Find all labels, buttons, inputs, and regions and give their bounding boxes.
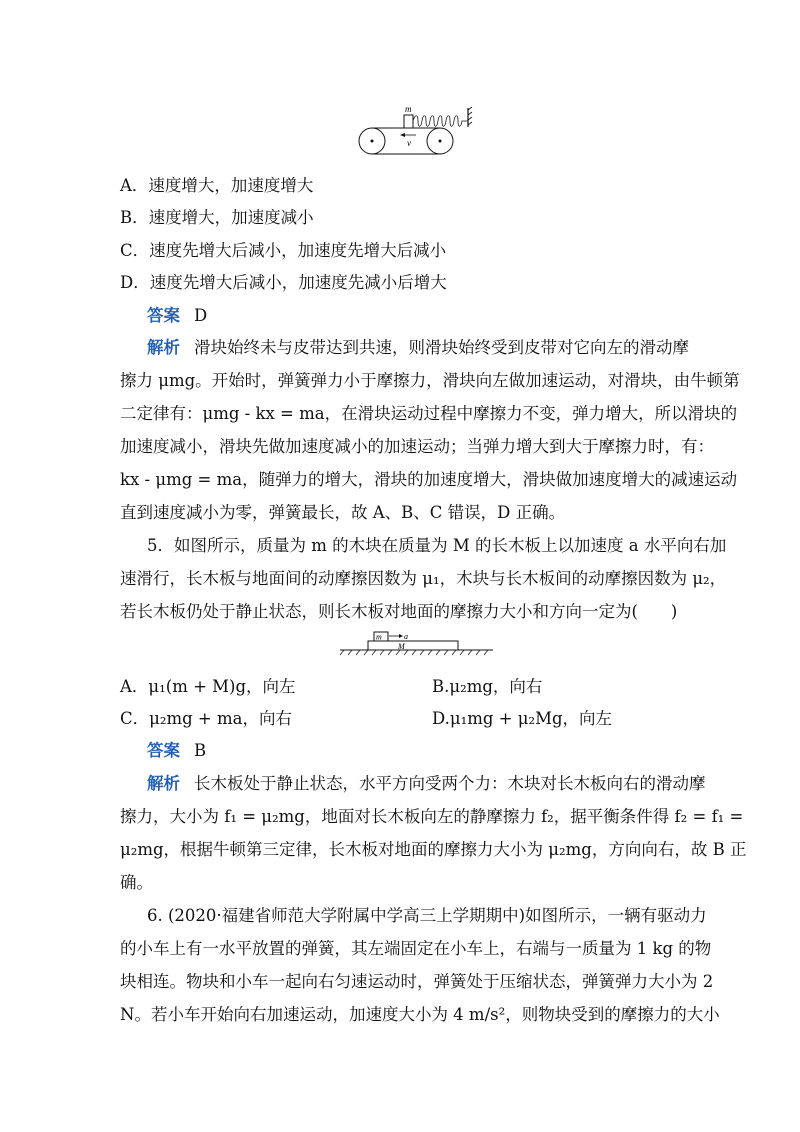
q5-option-c: C．μ₂mg + ma，向右	[120, 709, 292, 728]
q6-stem-line-1: 6. (2020·福建省师范大学附属中学高三上学期期中)如图所示，一辆有驱动力	[147, 906, 707, 925]
block-m	[404, 115, 413, 128]
q4-analysis-line-1: 解析 滑块始终未与皮带达到共速，则滑块始终受到皮带对它向左的滑动摩	[147, 338, 689, 357]
svg-text:a: a	[404, 632, 408, 641]
fig1-mass-label: m	[405, 104, 412, 114]
q5-stem-line-1: 5．如图所示，质量为 m 的木块在质量为 M 的长木板上以加速度 a 水平向右加	[147, 536, 727, 555]
q4-analysis-line-2: 擦力 μmg。开始时，弹簧弹力小于摩擦力，滑块向左做加速运动，对滑块，由牛顿第	[120, 371, 740, 390]
long-board	[368, 641, 458, 650]
answer-tag: 答案	[147, 741, 180, 760]
spring	[413, 116, 468, 127]
answer-value: B	[194, 741, 207, 760]
conveyor-figure	[352, 100, 477, 160]
q5-answer	[147, 740, 700, 762]
q5-analysis-line-3: μ₂mg，根据牛顿第三定律，长木板对地面的摩擦力大小为 μ₂mg，方向向右，故 B 正	[120, 840, 747, 859]
analysis-tag: 解析	[147, 774, 180, 793]
board-figure	[338, 630, 498, 660]
answer-tag: 答案	[147, 306, 180, 325]
q4-option-a: A．速度增大，加速度增大	[120, 176, 314, 195]
q5-option-a: A．μ₁(m + M)g，向左	[120, 677, 296, 696]
q6-stem-line-3: 块相连。物块和小车一起向右匀速运动时，弹簧处于压缩状态，弹簧弹力大小为 2	[120, 972, 714, 991]
q4-analysis-line-5: kx - μmg = ma，随弹力的增大，滑块的加速度增大，滑块做加速度增大的减速运动	[120, 470, 738, 489]
q4-answer	[147, 305, 700, 327]
q5-stem-line-2: 速滑行，长木板与地面间的动摩擦因数为 μ₁，木块与长木板间的动摩擦因数为 μ₂，	[120, 569, 727, 588]
q5-option-d: D.μ₁mg + μ₂Mg，向左	[432, 709, 613, 728]
answer-value: D	[194, 306, 208, 325]
q4-option-d: D．速度先增大后减小，加速度先减小后增大	[120, 273, 447, 292]
q6-stem-line-2: 的小车上有一水平放置的弹簧，其左端固定在小车上，右端与一质量为 1 kg 的物	[120, 939, 712, 958]
analysis-tag: 解析	[147, 338, 180, 357]
q6-stem-line-4: N。若小车开始向右加速运动，加速度大小为 4 m/s²，则物块受到的摩擦力的大小	[120, 1005, 720, 1024]
q4-analysis-line-4: 加速度减小，滑块先做加速度减小的加速运动；当弹力增大到大于摩擦力时，有：	[120, 437, 714, 456]
q4-analysis-line-6: 直到速度减小为零，弹簧最长，故 A、B、C 错误，D 正确。	[120, 503, 566, 522]
svg-text:M: M	[398, 642, 405, 651]
q4-option-c: C．速度先增大后减小，加速度先增大后减小	[120, 241, 447, 260]
q5-stem-line-3: 若长木板仍处于静止状态，则长木板对地面的摩擦力大小和方向一定为( )	[120, 602, 678, 621]
q5-option-b: B.μ₂mg，向右	[432, 677, 543, 696]
q4-analysis-line-3: 二定律有：μmg - kx = ma，在滑块运动过程中摩擦力不变，弹力增大，所以滑块的	[120, 404, 738, 423]
q5-analysis-line-1: 解析 长木板处于静止状态，水平方向受两个力：木块对长木板向右的滑动摩	[147, 774, 706, 793]
q5-analysis-line-4: 确。	[120, 873, 153, 892]
fig1-velocity-label: v	[407, 138, 411, 148]
q5-analysis-line-2: 擦力，大小为 f₁ = μ₂mg，地面对长木板向左的静摩擦力 f₂，据平衡条件得 f₂ = f₁ =	[120, 807, 744, 826]
q4-option-b: B．速度增大，加速度减小	[120, 208, 314, 227]
svg-text:m: m	[376, 632, 382, 642]
